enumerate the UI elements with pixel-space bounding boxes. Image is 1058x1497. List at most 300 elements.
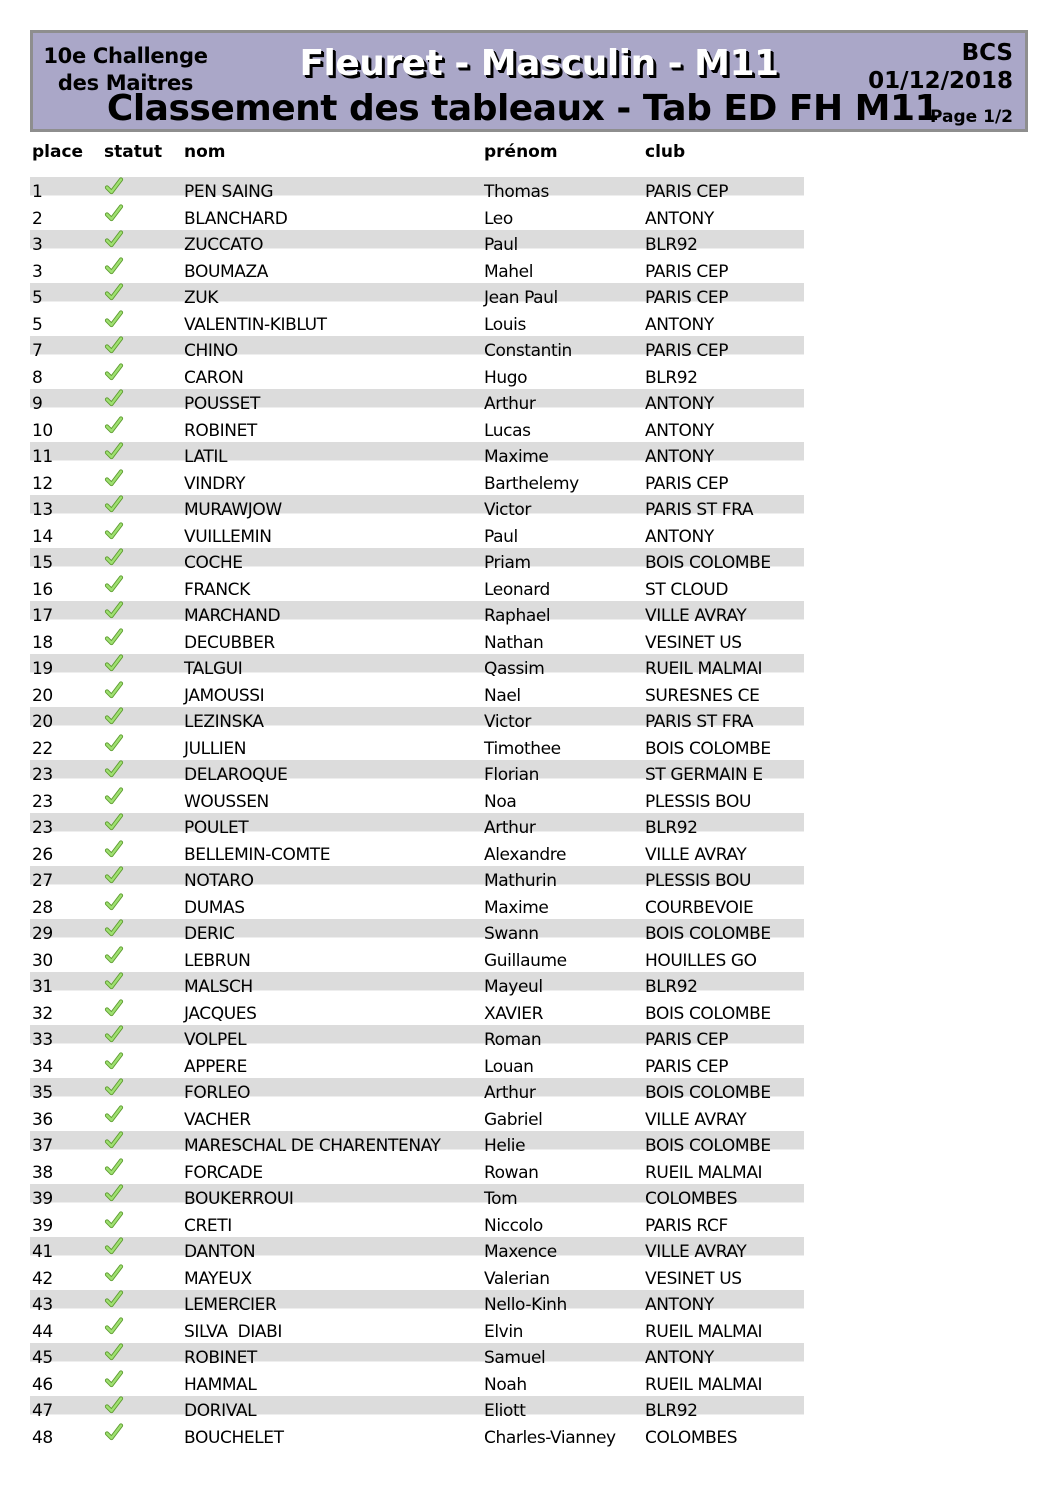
check-icon: [104, 1317, 124, 1335]
cell-nom: SILVA DIABI: [184, 1321, 282, 1342]
cell-statut: [104, 946, 124, 964]
cell-nom: APPERE: [184, 1056, 248, 1077]
cell-prenom: Timothee: [484, 738, 561, 759]
table-row: [30, 919, 804, 946]
table-row: [30, 1052, 804, 1079]
check-icon: [104, 787, 124, 805]
cell-statut: [104, 522, 124, 540]
cell-club: ANTONY: [645, 420, 714, 441]
cell-prenom: Victor: [484, 712, 531, 732]
check-icon: [104, 1423, 124, 1441]
check-icon: [104, 946, 124, 964]
cell-statut: [104, 336, 124, 354]
cell-statut: [104, 310, 124, 328]
header-info: [868, 39, 1013, 95]
cell-place: 23: [32, 791, 53, 812]
cell-place: 3: [32, 261, 43, 282]
cell-prenom: Nael: [484, 685, 521, 706]
organizer-code: BCS: [961, 40, 1013, 66]
cell-prenom: Qassim: [484, 659, 545, 679]
cell-club: PLESSIS BOU: [645, 791, 752, 812]
cell-statut: [104, 893, 124, 911]
table-row: [30, 177, 804, 204]
table-row: [30, 654, 804, 681]
table-row: [30, 522, 804, 549]
cell-prenom: Mahel: [484, 261, 534, 282]
competition-date: 01/12/2018: [868, 68, 1013, 94]
cell-place: 32: [32, 1003, 53, 1024]
cell-place: 46: [32, 1374, 53, 1395]
cell-prenom: Mayeul: [484, 977, 543, 997]
cell-club: BOIS COLOMBE: [645, 553, 771, 573]
cell-prenom: Jean Paul: [484, 288, 558, 308]
cell-place: 10: [32, 420, 53, 441]
cell-nom: POUSSET: [184, 394, 260, 414]
check-icon: [104, 1158, 124, 1176]
table-row: [30, 999, 804, 1026]
cell-prenom: Arthur: [484, 818, 536, 838]
check-icon: [104, 416, 124, 434]
cell-nom: JAMOUSSI: [184, 685, 265, 706]
cell-place: 16: [32, 579, 53, 600]
check-icon: [104, 893, 124, 911]
cell-prenom: Alexandre: [484, 844, 567, 865]
table-row: [30, 681, 804, 708]
cell-nom: MALSCH: [184, 977, 253, 997]
cell-nom: MAYEUX: [184, 1268, 252, 1289]
cell-club: ST GERMAIN E: [645, 765, 763, 785]
cell-nom: VINDRY: [184, 473, 246, 494]
column-header-club: club: [645, 142, 686, 162]
column-headers: [0, 140, 1058, 164]
cell-place: 30: [32, 950, 53, 971]
cell-club: PARIS RCF: [645, 1215, 728, 1236]
table-row: [30, 813, 804, 840]
cell-nom: ZUK: [184, 288, 219, 308]
cell-prenom: Maxence: [484, 1242, 557, 1262]
cell-statut: [104, 1370, 124, 1388]
cell-club: ANTONY: [645, 208, 714, 229]
table-row: [30, 1184, 804, 1211]
cell-prenom: Louan: [484, 1056, 534, 1077]
check-icon: [104, 1105, 124, 1123]
cell-place: 34: [32, 1056, 53, 1077]
ranking-subtitle: Classement des tableaux - Tab ED FH M11: [106, 88, 940, 129]
cell-statut: [104, 1264, 124, 1282]
check-icon: [104, 813, 124, 831]
cell-nom: ROBINET: [184, 420, 257, 441]
check-icon: [104, 548, 124, 566]
cell-place: 39: [32, 1215, 53, 1236]
cell-nom: FRANCK: [184, 579, 250, 600]
check-icon: [104, 336, 124, 354]
table-row: [30, 1237, 804, 1264]
table-row: [30, 336, 804, 363]
check-icon: [104, 495, 124, 513]
cell-nom: NOTARO: [184, 871, 254, 891]
check-icon: [104, 734, 124, 752]
cell-statut: [104, 177, 124, 195]
cell-prenom: Louis: [484, 314, 526, 335]
cell-club: RUEIL MALMAI: [645, 659, 763, 679]
cell-statut: [104, 389, 124, 407]
cell-prenom: Guillaume: [484, 950, 567, 971]
cell-prenom: Nello-Kinh: [484, 1295, 567, 1315]
cell-club: BOIS COLOMBE: [645, 1003, 771, 1024]
check-icon: [104, 310, 124, 328]
table-row: [30, 548, 804, 575]
cell-prenom: Paul: [484, 526, 518, 547]
cell-prenom: Lucas: [484, 420, 531, 441]
column-header-prenom: prénom: [484, 142, 558, 162]
cell-place: 12: [32, 473, 53, 494]
check-icon: [104, 919, 124, 937]
cell-statut: [104, 1423, 124, 1441]
cell-statut: [104, 416, 124, 434]
cell-prenom: Charles-Vianney: [484, 1427, 616, 1448]
event-name-line2: des Maitres: [57, 71, 194, 95]
cell-nom: MURAWJOW: [184, 500, 282, 520]
cell-prenom: Leonard: [484, 579, 550, 600]
check-icon: [104, 999, 124, 1017]
cell-place: 23: [32, 765, 53, 785]
cell-club: BOIS COLOMBE: [645, 924, 771, 944]
cell-place: 5: [32, 288, 43, 308]
cell-nom: BLANCHARD: [184, 208, 288, 229]
cell-nom: LEMERCIER: [184, 1295, 277, 1315]
table-row: [30, 389, 804, 416]
cell-nom: DECUBBER: [184, 632, 275, 653]
cell-place: 45: [32, 1348, 53, 1368]
cell-nom: ZUCCATO: [184, 235, 264, 255]
cell-nom: CARON: [184, 367, 244, 388]
cell-prenom: Valerian: [484, 1268, 550, 1289]
cell-club: BOIS COLOMBE: [645, 738, 771, 759]
cell-club: PARIS ST FRA: [645, 712, 754, 732]
check-icon: [104, 840, 124, 858]
cell-club: PARIS ST FRA: [645, 500, 754, 520]
cell-club: BLR92: [645, 367, 698, 388]
cell-nom: ROBINET: [184, 1348, 257, 1368]
cell-place: 20: [32, 712, 53, 732]
cell-place: 38: [32, 1162, 53, 1183]
cell-prenom: Arthur: [484, 1083, 536, 1103]
cell-place: 36: [32, 1109, 53, 1130]
table-row: [30, 1078, 804, 1105]
cell-nom: PEN SAING: [184, 182, 274, 202]
cell-club: PARIS CEP: [645, 288, 729, 308]
cell-statut: [104, 575, 124, 593]
cell-prenom: Victor: [484, 500, 531, 520]
cell-statut: [104, 230, 124, 248]
column-header-statut: statut: [104, 142, 163, 162]
cell-statut: [104, 1343, 124, 1361]
competition-title: Fleuret - Masculin - M11: [299, 43, 779, 84]
column-header-place: place: [32, 142, 84, 162]
cell-prenom: Swann: [484, 924, 539, 944]
cell-nom: CHINO: [184, 341, 238, 361]
cell-club: HOUILLES GO: [645, 950, 757, 971]
cell-statut: [104, 1052, 124, 1070]
cell-statut: [104, 204, 124, 222]
cell-prenom: Raphael: [484, 606, 551, 626]
cell-club: PARIS CEP: [645, 261, 729, 282]
cell-place: 27: [32, 871, 53, 891]
cell-prenom: Gabriel: [484, 1109, 543, 1130]
cell-statut: [104, 972, 124, 990]
table-row: [30, 1264, 804, 1291]
cell-club: ANTONY: [645, 314, 714, 335]
cell-statut: [104, 548, 124, 566]
cell-place: 13: [32, 500, 53, 520]
cell-nom: COCHE: [184, 553, 243, 573]
cell-statut: [104, 1317, 124, 1335]
cell-place: 44: [32, 1321, 53, 1342]
cell-prenom: Paul: [484, 235, 518, 255]
table-row: [30, 734, 804, 761]
column-header-nom: nom: [184, 142, 226, 162]
cell-nom: VUILLEMIN: [184, 526, 272, 547]
cell-club: ST CLOUD: [645, 579, 729, 600]
cell-nom: BOUCHELET: [184, 1427, 284, 1448]
cell-prenom: Noah: [484, 1374, 527, 1395]
table-row: [30, 972, 804, 999]
table-row: [30, 1423, 804, 1450]
cell-prenom: Rowan: [484, 1162, 539, 1183]
cell-nom: DELAROQUE: [184, 765, 288, 785]
table-row: [30, 1290, 804, 1317]
cell-nom: DORIVAL: [184, 1401, 257, 1421]
cell-statut: [104, 601, 124, 619]
cell-prenom: Leo: [484, 208, 513, 229]
cell-club: PARIS CEP: [645, 341, 729, 361]
cell-statut: [104, 1131, 124, 1149]
check-icon: [104, 1237, 124, 1255]
cell-nom: FORCADE: [184, 1162, 263, 1183]
cell-club: PARIS CEP: [645, 1056, 729, 1077]
cell-club: PARIS CEP: [645, 1030, 729, 1050]
cell-prenom: Roman: [484, 1030, 542, 1050]
cell-statut: [104, 813, 124, 831]
table-row: [30, 707, 804, 734]
cell-club: COLOMBES: [645, 1189, 738, 1209]
cell-statut: [104, 257, 124, 275]
cell-statut: [104, 866, 124, 884]
table-row: [30, 204, 804, 231]
table-row: [30, 1211, 804, 1238]
table-row: [30, 946, 804, 973]
cell-statut: [104, 442, 124, 460]
cell-nom: JULLIEN: [184, 738, 247, 759]
cell-statut: [104, 628, 124, 646]
cell-statut: [104, 495, 124, 513]
cell-nom: VACHER: [184, 1109, 251, 1130]
cell-place: 48: [32, 1427, 53, 1448]
check-icon: [104, 1131, 124, 1149]
cell-statut: [104, 840, 124, 858]
table-row: [30, 866, 804, 893]
cell-nom: BELLEMIN-COMTE: [184, 844, 331, 865]
cell-club: VILLE AVRAY: [645, 606, 747, 626]
cell-prenom: Elvin: [484, 1321, 524, 1342]
check-icon: [104, 363, 124, 381]
table-row: [30, 1317, 804, 1344]
cell-place: 22: [32, 738, 53, 759]
cell-prenom: Arthur: [484, 394, 536, 414]
cell-place: 33: [32, 1030, 53, 1050]
cell-club: PLESSIS BOU: [645, 871, 752, 891]
cell-club: SURESNES CE: [645, 685, 760, 706]
cell-place: 26: [32, 844, 53, 865]
cell-nom: HAMMAL: [184, 1374, 257, 1395]
table-row: [30, 495, 804, 522]
cell-nom: DUMAS: [184, 897, 245, 918]
table-row: [30, 893, 804, 920]
cell-club: ANTONY: [645, 447, 714, 467]
cell-nom: TALGUI: [184, 659, 243, 679]
check-icon: [104, 230, 124, 248]
cell-place: 3: [32, 235, 43, 255]
table-row: [30, 1343, 804, 1370]
cell-club: VESINET US: [645, 1268, 742, 1289]
check-icon: [104, 257, 124, 275]
check-icon: [104, 1290, 124, 1308]
cell-prenom: Nathan: [484, 632, 544, 653]
cell-statut: [104, 707, 124, 725]
cell-club: ANTONY: [645, 1348, 714, 1368]
cell-club: ANTONY: [645, 1295, 714, 1315]
cell-statut: [104, 469, 124, 487]
check-icon: [104, 1264, 124, 1282]
cell-place: 11: [32, 447, 53, 467]
table-row: [30, 310, 804, 337]
cell-nom: DANTON: [184, 1242, 256, 1262]
cell-prenom: Florian: [484, 765, 540, 785]
cell-statut: [104, 1184, 124, 1202]
cell-club: BOIS COLOMBE: [645, 1083, 771, 1103]
check-icon: [104, 628, 124, 646]
cell-prenom: Samuel: [484, 1348, 546, 1368]
cell-statut: [104, 1158, 124, 1176]
table-row: [30, 1370, 804, 1397]
table-row: [30, 760, 804, 787]
cell-place: 37: [32, 1136, 53, 1156]
cell-nom: LATIL: [184, 447, 228, 467]
cell-statut: [104, 760, 124, 778]
report-header: [30, 30, 1028, 132]
cell-club: VILLE AVRAY: [645, 1242, 747, 1262]
table-row: [30, 283, 804, 310]
cell-prenom: Noa: [484, 791, 517, 812]
check-icon: [104, 283, 124, 301]
cell-prenom: XAVIER: [484, 1003, 543, 1024]
cell-statut: [104, 1105, 124, 1123]
cell-place: 41: [32, 1242, 53, 1262]
table-row: [30, 363, 804, 390]
check-icon: [104, 575, 124, 593]
cell-statut: [104, 999, 124, 1017]
check-icon: [104, 469, 124, 487]
check-icon: [104, 1396, 124, 1414]
cell-place: 15: [32, 553, 53, 573]
table-row: [30, 257, 804, 284]
check-icon: [104, 204, 124, 222]
cell-nom: LEZINSKA: [184, 712, 264, 732]
cell-place: 20: [32, 685, 53, 706]
cell-nom: BOUMAZA: [184, 261, 268, 282]
cell-place: 17: [32, 606, 53, 626]
cell-nom: MARESCHAL DE CHARENTENAY: [184, 1136, 441, 1156]
cell-nom: LEBRUN: [184, 950, 251, 971]
table-row: [30, 1105, 804, 1132]
cell-nom: WOUSSEN: [184, 791, 269, 812]
cell-statut: [104, 1290, 124, 1308]
cell-club: COLOMBES: [645, 1427, 738, 1448]
cell-prenom: Niccolo: [484, 1215, 543, 1236]
event-name-line1: 10e Challenge: [43, 44, 208, 68]
cell-club: RUEIL MALMAI: [645, 1374, 763, 1395]
check-icon: [104, 1211, 124, 1229]
table-row: [30, 1396, 804, 1423]
cell-statut: [104, 919, 124, 937]
cell-statut: [104, 734, 124, 752]
cell-nom: VALENTIN-KIBLUT: [184, 314, 327, 335]
check-icon: [104, 389, 124, 407]
cell-statut: [104, 1396, 124, 1414]
cell-place: 43: [32, 1295, 53, 1315]
cell-prenom: Constantin: [484, 341, 572, 361]
cell-club: PARIS CEP: [645, 182, 729, 202]
cell-club: BOIS COLOMBE: [645, 1136, 771, 1156]
table-row: [30, 442, 804, 469]
cell-prenom: Maxime: [484, 447, 549, 467]
cell-place: 35: [32, 1083, 53, 1103]
check-icon: [104, 1370, 124, 1388]
cell-statut: [104, 283, 124, 301]
cell-place: 39: [32, 1189, 53, 1209]
cell-place: 31: [32, 977, 53, 997]
cell-club: RUEIL MALMAI: [645, 1321, 763, 1342]
check-icon: [104, 654, 124, 672]
table-row: [30, 416, 804, 443]
cell-club: VILLE AVRAY: [645, 1109, 747, 1130]
table-row: [30, 1025, 804, 1052]
cell-place: 9: [32, 394, 43, 414]
cell-place: 42: [32, 1268, 53, 1289]
cell-nom: BOUKERROUI: [184, 1189, 294, 1209]
cell-place: 29: [32, 924, 53, 944]
check-icon: [104, 177, 124, 195]
cell-nom: POULET: [184, 818, 249, 838]
check-icon: [104, 707, 124, 725]
cell-prenom: Priam: [484, 553, 531, 573]
cell-statut: [104, 787, 124, 805]
table-row: [30, 787, 804, 814]
cell-club: BLR92: [645, 818, 698, 838]
cell-nom: DERIC: [184, 924, 235, 944]
table-row: [30, 840, 804, 867]
cell-place: 7: [32, 341, 43, 361]
cell-nom: VOLPEL: [184, 1030, 247, 1050]
cell-prenom: Hugo: [484, 367, 528, 388]
cell-club: BLR92: [645, 1401, 698, 1421]
cell-place: 2: [32, 208, 43, 229]
ranking-table: [30, 177, 804, 1449]
cell-statut: [104, 1211, 124, 1229]
check-icon: [104, 1025, 124, 1043]
cell-place: 47: [32, 1401, 53, 1421]
cell-prenom: Helie: [484, 1136, 526, 1156]
